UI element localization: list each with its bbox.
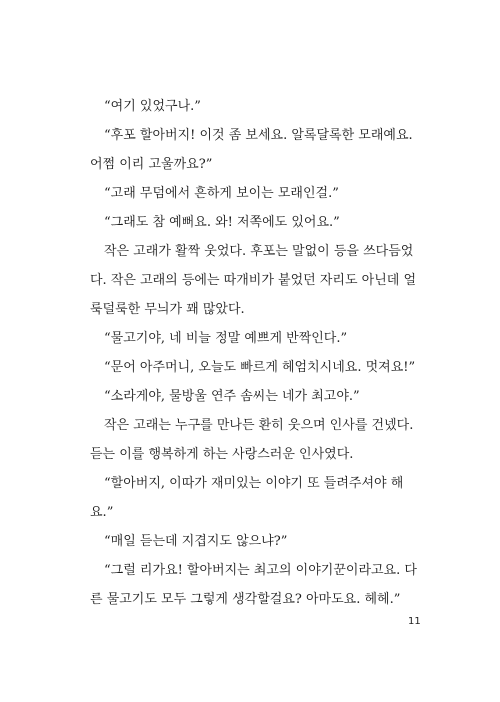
text-line: “매일 듣는데 지겹지도 않으냐?” <box>104 534 288 549</box>
story-text <box>90 92 430 614</box>
text-line: 요.” <box>90 505 114 520</box>
text-line: “후포 할아버지! 이것 좀 보세요. 알록달록한 모래예요. <box>104 128 413 143</box>
text-line: “소라게야, 물방울 연주 솜씨는 네가 최고야.” <box>104 389 360 404</box>
text-line: “여기 있었구나.” <box>104 99 201 114</box>
text-line: “그래도 참 예뻐요. 와! 저쪽에도 있어요.” <box>104 215 340 230</box>
text-line: 룩덜룩한 무늬가 꽤 많았다. <box>90 302 245 317</box>
text-line: 른 물고기도 모두 그렇게 생각할걸요? 아마도요. 헤헤.” <box>90 592 401 607</box>
text-line: 작은 고래는 누구를 만나든 환히 웃으며 인사를 건넸다. <box>104 418 414 433</box>
text-line: “문어 아주머니, 오늘도 빠르게 헤엄치시네요. 멋져요!” <box>104 360 416 375</box>
text-line: 작은 고래가 활짝 웃었다. 후포는 말없이 등을 쓰다듬었 <box>104 244 414 259</box>
text-line: “그럴 리가요! 할아버지는 최고의 이야기꾼이라고요. 다 <box>104 563 417 578</box>
text-line: “할아버지, 이따가 재미있는 이야기 또 들려주셔야 해 <box>104 476 404 491</box>
text-line: “물고기야, 네 비늘 정말 예쁘게 반짝인다.” <box>104 331 348 346</box>
text-line: “고래 무덤에서 흔하게 보이는 모래인걸.” <box>104 186 339 201</box>
text-line: 듣는 이를 행복하게 하는 사랑스러운 인사였다. <box>90 447 354 462</box>
text-line: 다. 작은 고래의 등에는 따개비가 붙었던 자리도 아닌데 얼 <box>90 273 417 288</box>
text-line: 어쩜 이리 고울까요?” <box>90 157 213 172</box>
page-number: 11 <box>408 616 421 627</box>
